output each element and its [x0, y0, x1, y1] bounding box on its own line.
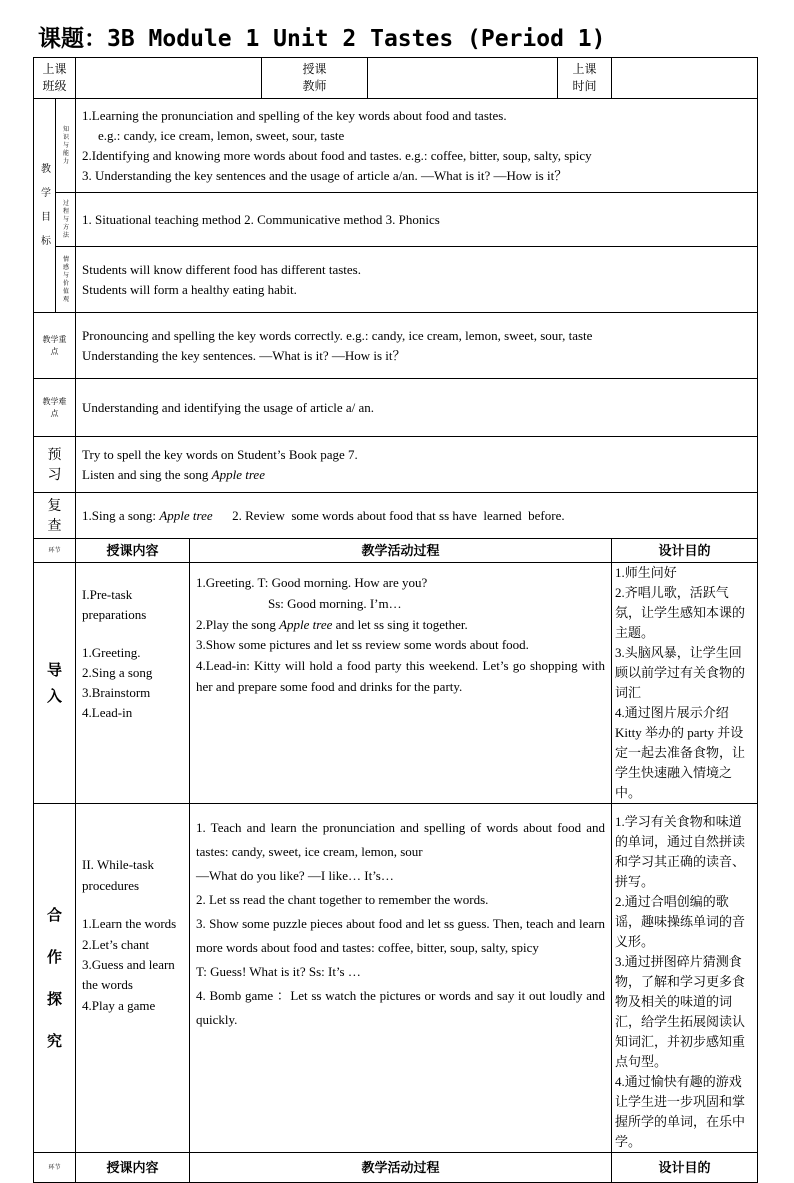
knowledge-label-cell [56, 99, 76, 193]
knowledge-content [76, 99, 758, 193]
footer-step-header-cell [34, 1153, 76, 1183]
teacher-value[interactable] [368, 58, 558, 99]
stage-explore-purpose-text: 1.学习有关食物和味道的单词，通过自然拼读和学习其正确的读音、拼写。 2.通过合唱创编的歌谣，趣味操练单词的音义形。 3.通过拼图碎片猜测食物，了解和学习更多食物及相关的味道的词汇，给学生拓展阅读认知词汇，并初步感知重点句型。 4.通过愉快有趣的游戏让学生进一步巩固和掌握所学的单词，在乐中学。 [615, 814, 746, 1149]
key-points-content [76, 313, 758, 379]
stage-intro-process [190, 563, 612, 804]
explore-p1b: —What do you like? —I like… It’s… [196, 868, 394, 883]
stage-intro-title: I.Pre-task preparations [82, 587, 147, 622]
process-label-cell [56, 193, 76, 247]
class-label-cell [34, 58, 76, 99]
stage-explore-label: 合作探究 [46, 906, 62, 1050]
intro-greet-ss: Ss: Good morning. I’m… [268, 595, 402, 611]
intro-lead: 4.Lead-in: Kitty will hold a food party this weekend. Let’s go shopping with her and prepare some food and drinks for the party. [196, 658, 606, 694]
knowledge-line-3: 2.Identifying and knowing more words about food and tastes. e.g.: coffee, bitter, soup, salty, spicy [82, 147, 592, 163]
content-header: 授课内容 [76, 539, 190, 563]
review-content [76, 493, 758, 539]
knowledge-line-1: 1.Learning the pronunciation and spelling of the key words about food and tastes. [82, 107, 507, 123]
explore-p3b: T: Guess! What is it? Ss: It’s … [196, 964, 361, 979]
preview-line-2-text: Listen and sing the song [82, 466, 212, 482]
preview-label: 预习 [47, 446, 62, 483]
stage-intro-purpose-text: 1.师生问好 2.齐唱儿歌，活跃气氛，让学生感知本课的主题。 3.头脑风暴，让学生回顾以前学过有关食物的词汇 4.通过图片展示介绍 Kitty 举办的 party 并设定一起去准备食物，让学生快速融入情境之中。 [615, 565, 746, 800]
stage-intro-item-2: 2.Sing a song [82, 665, 153, 680]
emotion-label: 情感与价值观 [62, 255, 69, 303]
process-content [76, 193, 758, 247]
emotion-line-1: Students will know different food has different tastes. [82, 261, 361, 277]
teacher-label: 授课 教师 [302, 62, 327, 93]
explore-p4: 4. Bomb game ：Let ss watch the pictures or words and say it out loudly and quickly. [196, 988, 606, 1027]
explore-p3: 3. Show some puzzle pieces about food and let ss guess. Then, teach and learn more words about food and tastes: coffee, bitter, soup, salty, spicy [196, 916, 606, 955]
preview-song: Apple tree [211, 466, 265, 482]
review-prefix: 1.Sing a song: [82, 507, 160, 523]
stage-intro-item-3: 3.Brainstorm [82, 685, 151, 700]
preview-line-2 [82, 465, 751, 485]
stage-intro-content [76, 563, 190, 804]
review-text [82, 506, 751, 526]
emotion-label-cell [56, 247, 76, 313]
page-title: 课题：3B Module 1 Unit 2 Tastes (Period 1) [38, 26, 606, 52]
explore-p1: 1. Teach and learn the pronunciation and spelling of words about food and tastes: candy, sweet, ice cream, lemon, sour [196, 820, 606, 859]
stage-explore-purpose [612, 804, 758, 1153]
stage-explore-row [34, 804, 758, 1153]
key-points-line-2: Understanding the key sentences. —What is it? —How is it？ [82, 347, 406, 363]
stage-explore-title: II. While-task procedures [82, 857, 154, 893]
objectives-group-label [34, 99, 56, 313]
info-row [34, 58, 758, 99]
review-suffix: 2. Review some words about food that ss have learned before. [212, 507, 565, 523]
objective-knowledge-row [34, 99, 758, 193]
intro-play-prefix: 2.Play the song [196, 616, 280, 632]
difficult-points-row [34, 379, 758, 437]
purpose-header: 设计目的 [612, 539, 758, 563]
difficult-points-content [76, 379, 758, 437]
knowledge-label: 知识与能力 [62, 125, 69, 165]
review-label: 复查 [47, 497, 62, 534]
stage-explore-content [76, 804, 190, 1153]
stage-intro-row [34, 563, 758, 804]
objective-emotion-row [34, 247, 758, 313]
class-value[interactable] [76, 58, 262, 99]
time-value[interactable] [612, 58, 758, 99]
key-points-row [34, 313, 758, 379]
class-label: 上课 班级 [42, 62, 67, 93]
time-label: 上课 时间 [572, 62, 597, 93]
stage-explore-item-4: 4.Play a game [82, 997, 156, 1013]
stage-intro-item-4: 4.Lead-in [82, 705, 133, 720]
objective-process-row [34, 193, 758, 247]
stage-intro-purpose [612, 563, 758, 804]
stage-explore-item-1: 1.Learn the words [82, 916, 177, 931]
key-points-label: 教学重点 [42, 334, 67, 356]
intro-play-song: Apple tree [279, 616, 333, 632]
step-header: 环节 [48, 546, 61, 554]
review-label-cell [34, 493, 76, 539]
review-row [34, 493, 758, 539]
stage-explore-item-2: 2.Let’s chant [82, 936, 150, 952]
knowledge-line-2: e.g.: candy, ice cream, lemon, sweet, sour, taste [98, 127, 345, 143]
key-points-label-cell [34, 313, 76, 379]
key-points-line-1: Pronouncing and spelling the key words correctly. e.g.: candy, ice cream, lemon, sweet, sour, taste [82, 327, 593, 343]
stage-explore-process [190, 804, 612, 1153]
preview-line-1: Try to spell the key words on Student’s Book page 7. [82, 446, 358, 462]
preview-label-cell [34, 437, 76, 493]
explore-p2: 2. Let ss read the chant together to remember the words. [196, 892, 489, 907]
emotion-line-2: Students will form a healthy eating habit. [82, 281, 297, 297]
process-header-row [34, 539, 758, 563]
process-label: 过程与方法 [62, 199, 69, 239]
preview-row [34, 437, 758, 493]
step-header-cell [34, 539, 76, 563]
footer-header-row [34, 1153, 758, 1183]
stage-explore-item-3: 3.Guess and learn the words [82, 956, 175, 992]
difficult-points-text: Understanding and identifying the usage of article a/ an. [82, 399, 375, 415]
stage-intro-item-1: 1.Greeting. [82, 645, 141, 660]
preview-content [76, 437, 758, 493]
difficult-points-label: 教学难点 [42, 396, 67, 418]
intro-show: 3.Show some pictures and let ss review some words about food. [196, 637, 529, 653]
intro-play [196, 615, 605, 636]
footer-step-header: 环节 [48, 1163, 61, 1171]
time-label-cell [558, 58, 612, 99]
review-song: Apple tree [159, 507, 213, 523]
teacher-label-cell [262, 58, 368, 99]
stage-intro-label: 导入 [46, 661, 62, 705]
knowledge-line-4: 3. Understanding the key sentences and the usage of article a/an. —What is it? —How is it？ [82, 167, 568, 183]
emotion-content [76, 247, 758, 313]
process-text: 1. Situational teaching method 2. Communicative method 3. Phonics [82, 211, 440, 227]
intro-play-suffix: and let ss sing it together. [332, 616, 468, 632]
intro-greet-t: 1.Greeting. T: Good morning. How are you? [196, 575, 428, 590]
footer-activity-header: 教学活动过程 [190, 1153, 612, 1183]
stage-intro-label-cell [34, 563, 76, 804]
stage-explore-label-cell [34, 804, 76, 1153]
footer-purpose-header: 设计目的 [612, 1153, 758, 1183]
footer-content-header: 授课内容 [76, 1153, 190, 1183]
difficult-label-cell [34, 379, 76, 437]
objectives-label: 教学目标 [41, 163, 51, 247]
activity-header: 教学活动过程 [190, 539, 612, 563]
lesson-plan-table [33, 57, 758, 1183]
